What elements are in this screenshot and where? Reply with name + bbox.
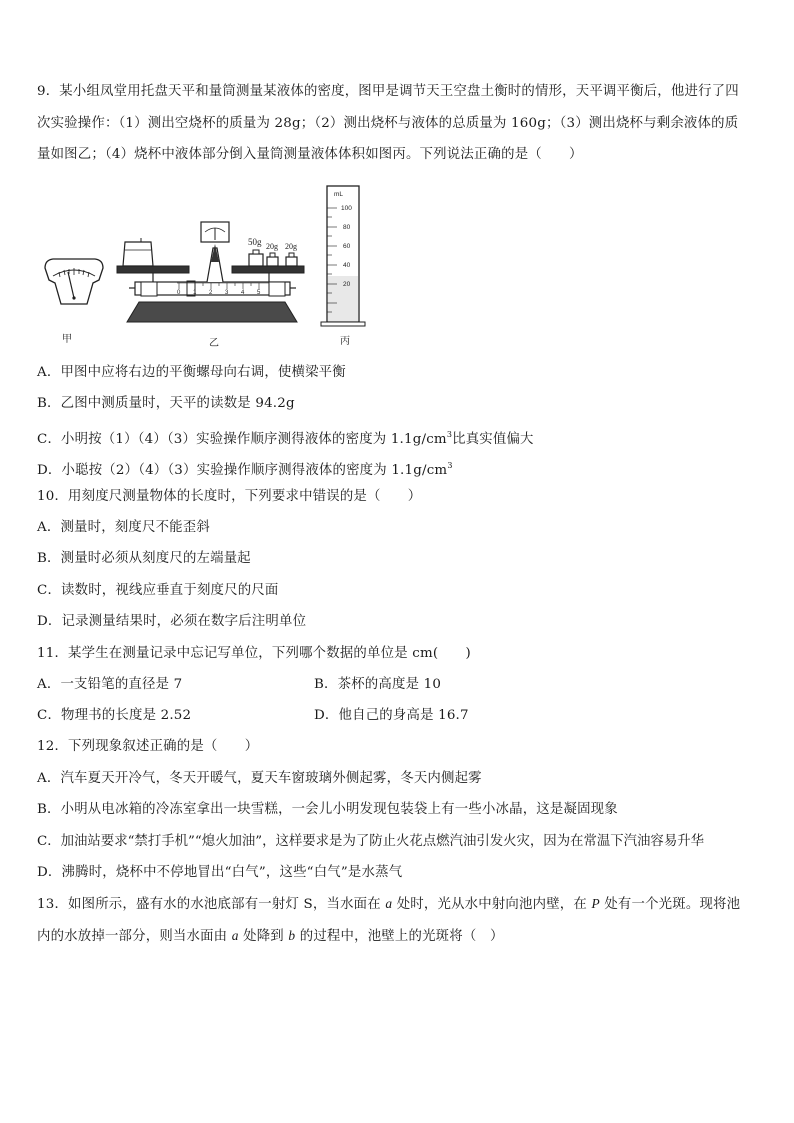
weight-label-20g-a: 20g [266,242,278,251]
weight-label-20g-b: 20g [285,242,297,251]
q13-stem-line2: 内的水放掉一部分，则当水面由 a 处降到 b 的过程中，池壁上的光斑将（ ） [37,928,504,944]
scale-tick-5: 5 [257,290,261,296]
cylinder-tick-80: 80 [343,224,351,231]
cylinder-unit: mL [334,191,344,198]
q9-option-a: A．甲图中应将右边的平衡螺母向右调，使横梁平衡 [37,365,346,380]
q9-figure [37,180,377,350]
q11-option-a: A．一支铅笔的直径是 7 [37,677,183,692]
q12-option-b: B．小明从电冰箱的冷冻室拿出一块雪糕，一会儿小明发现包装袋上有一些小冰晶，这是凝固现象 [37,802,618,817]
jia-dial [45,259,103,304]
q11-option-b: B．茶杯的高度是 10 [314,677,442,692]
q11-option-d: D．他自己的身高是 16.7 [314,708,469,723]
caption-jia: 甲 [62,334,72,345]
q10-option-d: D．记录测量结果时，必须在数字后注明单位 [37,614,307,629]
q9-option-b: B．乙图中测质量时，天平的读数是 94.2g [37,396,295,411]
yi-balance [117,222,304,322]
scale-tick-0: 0 [177,290,181,296]
q10-option-a: A．测量时，刻度尺不能歪斜 [37,520,210,535]
scale-tick-1: 1 [193,290,197,296]
q9-option-d: D．小聪按（2）（4）（3）实验操作顺序测得液体的密度为 $1.1g/cm^3$ [37,461,453,478]
q9-stem-line2: 次实验操作：（1）测出空烧杯的质量为 28g；（2）测出烧杯与液体的总质量为 160g；（3）测出烧杯与剩余液体的质 [37,116,739,131]
cylinder-tick-20: 20 [343,281,351,288]
q9-stem-line3: 量如图乙；（4）烧杯中液体部分倒入量筒测量液体体积如图丙。下列说法正确的是（ ） [37,147,583,162]
q9-option-c: C．小明按（1）（4）（3）实验操作顺序测得液体的密度为 $1.1g/cm^3$比真实值偏大 [37,430,534,447]
cylinder-tick-60: 60 [343,243,351,250]
q11-stem: 11．某学生在测量记录中忘记写单位，下列哪个数据的单位是 cm( ) [37,646,471,661]
cylinder-tick-100: 100 [341,205,352,212]
q12-option-a: A．汽车夏天开冷气，冬天开暖气，夏天车窗玻璃外侧起雾，冬天内侧起雾 [37,771,482,786]
q13-stem-line1: 13．如图所示，盛有水的水池底部有一射灯 S，当水面在 a 处时，光从水中射向池内壁，在 P 处有一个光斑。现将池 [37,896,741,912]
q9-stem-line1: 9．某小组凤堂用托盘天平和量筒测量某液体的密度，图甲是调节天王空盘土衡时的情形，天平调平衡后，他进行了四 [37,84,739,99]
q10-option-c: C．读数时，视线应垂直于刻度尺的尺面 [37,583,279,598]
scale-tick-2: 2 [209,290,213,296]
q11-option-c: C．物理书的长度是 2.52 [37,708,192,723]
caption-yi: 乙 [209,338,219,349]
q12-option-c: C．加油站要求“禁打手机”“熄火加油”，这样要求是为了防止火花点燃汽油引发火灾，因为在常温下汽油容易升华 [37,834,704,849]
balance-cylinder-illustration [37,180,377,350]
scale-tick-3: 3 [225,290,229,296]
weight-label-50g: 50g [248,237,262,247]
q12-stem: 12．下列现象叙述正确的是（ ） [37,739,259,754]
q10-option-b: B．测量时必须从刻度尺的左端量起 [37,551,251,566]
caption-bing: 丙 [340,336,350,347]
scale-tick-4: 4 [241,290,245,296]
cylinder-tick-40: 40 [343,262,351,269]
q10-stem: 10．用刻度尺测量物体的长度时，下列要求中错误的是（ ） [37,489,422,504]
q12-option-d: D．沸腾时，烧杯中不停地冒出“白气”，这些“白气”是水蒸气 [37,865,403,880]
